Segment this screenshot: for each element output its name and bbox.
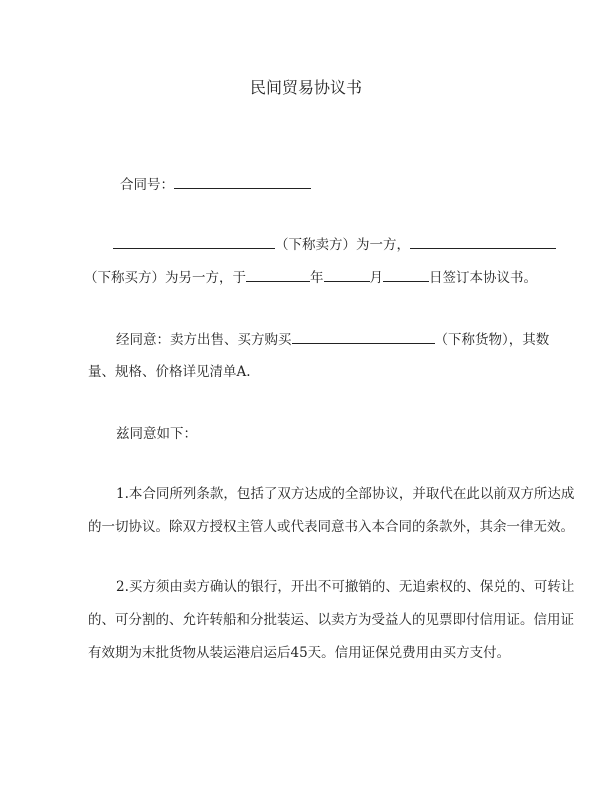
- goods-suffix: （下称货物），其数: [434, 332, 550, 348]
- year-blank[interactable]: [246, 268, 310, 282]
- month-blank[interactable]: [324, 268, 370, 282]
- contract-number-blank[interactable]: [174, 175, 311, 189]
- buyer-name-blank[interactable]: [410, 235, 556, 249]
- day-suffix: 日签订本协议书。: [429, 270, 537, 286]
- parties-line-1: [113, 235, 556, 254]
- seller-suffix: （下称卖方）为一方，: [275, 237, 410, 253]
- day-blank[interactable]: [383, 268, 429, 282]
- seller-name-blank[interactable]: [113, 235, 275, 249]
- goods-prefix: 经同意：卖方出售、买方购买: [116, 332, 292, 348]
- clause2-line: 的、可分割的、允许转船和分批装运、以卖方为受益人的见票即付信用证。信用证: [88, 612, 574, 628]
- agree-heading: 兹同意如下：: [116, 426, 197, 442]
- goods-line-1: [116, 330, 549, 349]
- clause2-line: 2.买方须由卖方确认的银行，开出不可撤销的、无追索权的、保兑的、可转让: [116, 579, 575, 595]
- month-label: 月: [369, 270, 383, 286]
- contract-number-label: 合同号：: [120, 177, 174, 193]
- buyer-suffix: （下称买方）为另一方，于: [84, 270, 246, 286]
- contract-number-line: [120, 175, 311, 194]
- document-title: 民间贸易协议书: [249, 78, 362, 97]
- goods-line-2: 量、规格、价格详见清单A.: [88, 364, 251, 380]
- year-label: 年: [310, 270, 324, 286]
- parties-line-2: [84, 268, 537, 287]
- clause2-line: 有效期为末批货物从装运港启运后45天。信用证保兑费用由买方支付。: [88, 645, 511, 661]
- clause1-line: 1.本合同所列条款，包括了双方达成的全部协议，并取代在此以前双方所达成: [116, 486, 575, 502]
- goods-blank[interactable]: [292, 330, 435, 344]
- clause1-line: 的一切协议。除双方授权主管人或代表同意书入本合同的条款外，其余一律无效。: [88, 519, 574, 535]
